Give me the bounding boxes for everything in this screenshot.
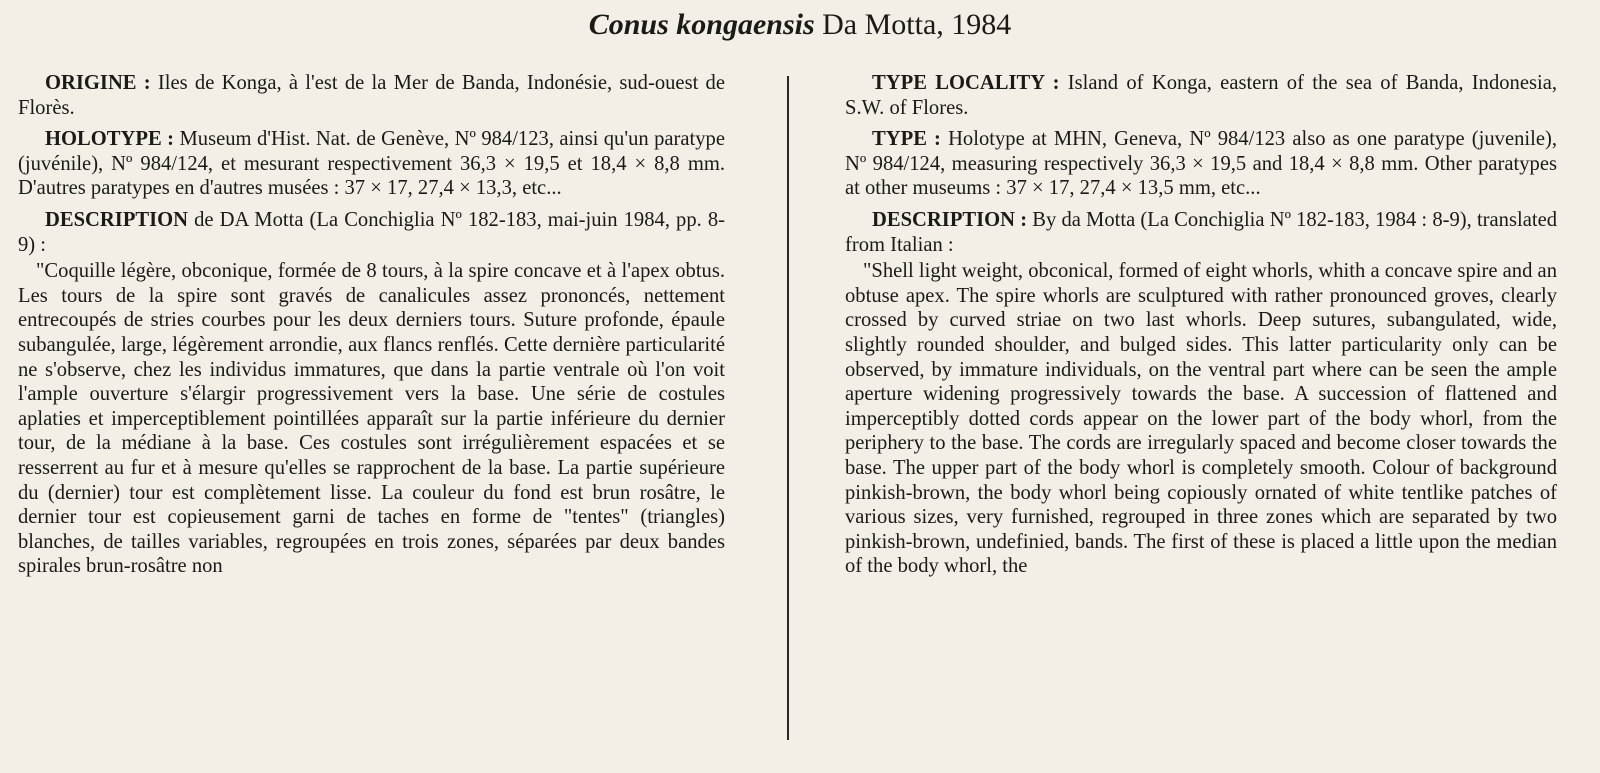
description-body-en: "Shell light weight, obconical, formed of eight whorls, whith a concave spire and an obtuse apex. The spire whorls are sculptured with rather pronounced groves, clearly crossed by curved striae on two last whorls. Deep sutures, subangulated, wide, slightly rounded shoulder, and bulged sides. This latter particularity only can be observed, by immature individuals, on the ventral part where can be seen the ample aperture widening progressively towards the base. A succession of flattened and imperceptibly dotted cords appear on the lower part of the body whorl, from the periphery to the base. The cords are irregularly spaced and become closer towards the base. The upper part of the body whorl is completely smooth. Colour of background pinkish-brown, the body whorl being copiously ornated of white tentlike patches of various sizes, very furnished, regrouped in three zones which are separated by two pinkish-brown, undefinied, bands. The first of these is placed a little upon the median of the body whorl, the (845, 260, 1557, 578)
description-reference: de DA Motta (La Conchiglia Nº 182-183, mai-juin 1984, pp. 8-9) : (18, 208, 725, 256)
species-author-year: Da Motta, 1984 (822, 8, 1012, 41)
species-name: Conus kongaensis (588, 8, 815, 41)
type-paragraph (845, 127, 1557, 201)
french-column (18, 71, 725, 579)
type-locality-text: Island of Konga, eastern of the sea of Banda, Indonesia, S.W. of Flores. (845, 72, 1557, 119)
description-paragraph (18, 208, 725, 257)
origin-paragraph (18, 71, 725, 120)
holotype-text: Museum d'Hist. Nat. de Genève, Nº 984/123, ainsi qu'un paratype (juvénile), Nº 984/124, et mesurant respectivement 36,3 × 19,5 et 18,4 × 8,8 mm. D'autres paratypes en d'autres musées : 37 × 17, 27,4 × 13,3, etc... (18, 128, 725, 200)
type-locality-paragraph (845, 71, 1557, 120)
type-locality-label: TYPE LOCALITY : (872, 72, 1060, 94)
column-divider (787, 76, 789, 740)
origin-label: ORIGINE : (45, 72, 151, 94)
description-label: DESCRIPTION (45, 208, 189, 231)
holotype-paragraph (18, 127, 725, 201)
type-text: Holotype at MHN, Geneva, Nº 984/123 also as one paratype (juvenile), Nº 984/124, measuring respectively 36,3 × 19,5 and 18,4 × 8,8 mm. Other paratypes at other museums : 37 × 17, 27,4 × 13,5 mm, etc... (845, 128, 1557, 200)
english-column (845, 71, 1557, 579)
description-reference-en: By da Motta (La Conchiglia Nº 182-183, 1984 : 8-9), translated from Italian : (845, 208, 1558, 256)
description-label-en: DESCRIPTION : (872, 208, 1028, 231)
description-body: "Coquille légère, obconique, formée de 8 tours, à la spire concave et à l'apex obtus. Les tours de la spire sont gravés de canalicules assez prononcés, nettement entrecoupés de stries courbes pour les deux derniers tours. Suture profonde, épaule subangulée, large, légèrement arrondie, aux flancs renflés. Cette dernière particularité ne s'observe, chez les individus immatures, que dans la partie ventrale où l'on voit l'ample ouverture s'élargir progressivement vers la base. Une série de costules aplaties et imperceptiblement pointillées apparaît sur la partie inférieure du dernier tour, de la médiane à la base. Ces costules sont irrégulièrement espacées et se resserrent au fur et à mesure qu'elles se rapprochent de la base. La partie supérieure du (dernier) tour est complètement lisse. La couleur du fond est brun rosâtre, le dernier tour est copieusement garni de taches en forme de "tentes" (triangles) blanches, de tailles variables, regroupées en trois zones, séparées par deux bandes spirales brun-rosâtre non (18, 260, 725, 578)
origin-text: Iles de Konga, à l'est de la Mer de Banda, Indonésie, sud-ouest de Florès. (18, 72, 725, 119)
page-title (0, 6, 1600, 44)
holotype-label: HOLOTYPE : (45, 128, 175, 151)
description-paragraph-en (845, 208, 1557, 257)
type-label: TYPE : (872, 128, 941, 151)
